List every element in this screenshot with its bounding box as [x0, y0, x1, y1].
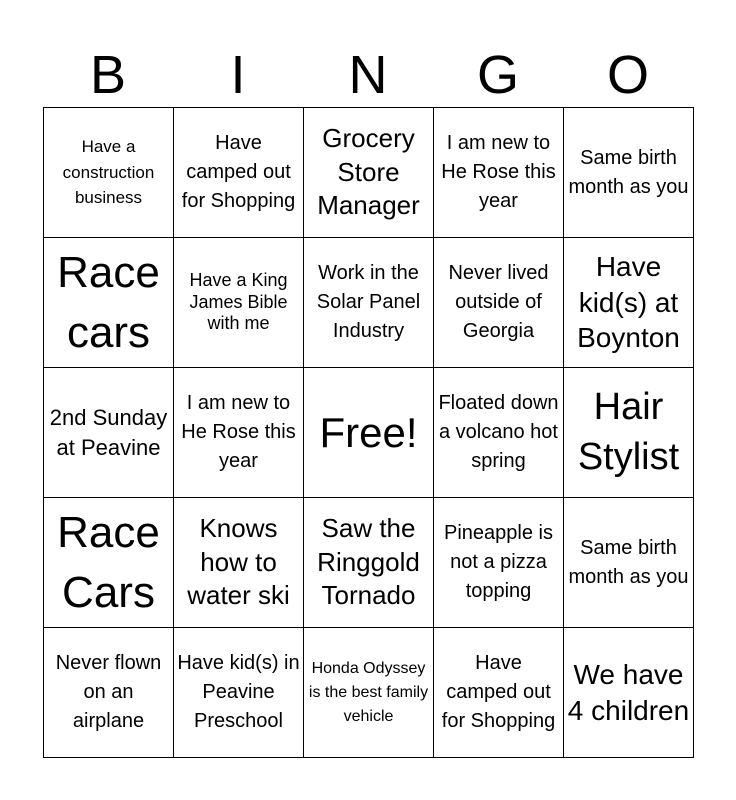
bingo-cell[interactable]: [564, 108, 693, 237]
cell-text: Same birth month as you: [568, 146, 689, 198]
cell-text: Same birth month as you: [568, 536, 689, 588]
cell-text: Knows how to water ski: [187, 512, 290, 611]
bingo-cell[interactable]: [564, 238, 693, 367]
cell-text: Have a King James Bible with me: [189, 270, 288, 334]
header-letter-g: G: [476, 45, 519, 105]
header-letter-b: B: [89, 45, 127, 105]
bingo-cell[interactable]: [304, 498, 433, 627]
bingo-cell[interactable]: [434, 498, 563, 627]
free-space[interactable]: [304, 368, 433, 497]
bingo-header: [43, 44, 693, 106]
bingo-cell[interactable]: [44, 368, 173, 497]
cell-text: Have camped out for Shopping: [441, 652, 556, 732]
header-letter-i: I: [230, 45, 246, 105]
cell-text: Grocery Store Manager: [317, 122, 420, 221]
bingo-cell[interactable]: [564, 628, 693, 757]
bingo-cell[interactable]: [304, 238, 433, 367]
bingo-cell[interactable]: [174, 108, 303, 237]
cell-text: Never lived outside of Georgia: [448, 262, 549, 342]
cell-text: Never flown on an airplane: [55, 652, 162, 732]
cell-text: Have kid(s) at Boynton: [577, 251, 680, 354]
cell-text: Race Cars: [57, 508, 160, 617]
bingo-cell[interactable]: [174, 628, 303, 757]
cell-text: Have a construction business: [62, 137, 155, 208]
bingo-cell[interactable]: [564, 368, 693, 497]
cell-text: Floated down a volcano hot spring: [438, 392, 559, 472]
bingo-cell[interactable]: [304, 108, 433, 237]
bingo-cell[interactable]: [44, 498, 173, 627]
cell-text: We have 4 children: [567, 658, 690, 726]
bingo-cell[interactable]: [434, 108, 563, 237]
cell-text: Have kid(s) in Peavine Preschool: [177, 652, 300, 732]
cell-text: Pineapple is not a pizza topping: [444, 522, 553, 602]
bingo-cell[interactable]: [174, 368, 303, 497]
cell-text: 2nd Sunday at Peavine: [49, 404, 168, 460]
bingo-cell[interactable]: [434, 628, 563, 757]
bingo-cell[interactable]: [44, 108, 173, 237]
bingo-cell[interactable]: [304, 628, 433, 757]
cell-text: Hair Stylist: [577, 386, 680, 478]
bingo-grid: [43, 107, 694, 758]
header-letter-o: O: [606, 45, 649, 105]
header-letter-n: N: [348, 45, 388, 105]
cell-text: Honda Odyssey is the best family vehicle: [308, 659, 429, 725]
bingo-cell[interactable]: [174, 498, 303, 627]
cell-text: Saw the Ringgold Tornado: [317, 512, 420, 611]
bingo-cell[interactable]: [434, 238, 563, 367]
bingo-cell[interactable]: [434, 368, 563, 497]
bingo-cell[interactable]: [174, 238, 303, 367]
cell-text: Race cars: [57, 248, 160, 357]
cell-text: Have camped out for Shopping: [181, 132, 296, 212]
bingo-cell[interactable]: [564, 498, 693, 627]
cell-text: I am new to He Rose this year: [441, 132, 556, 212]
cell-text: Work in the Solar Panel Industry: [316, 262, 421, 342]
bingo-cell[interactable]: [44, 628, 173, 757]
cell-text: I am new to He Rose this year: [181, 392, 296, 472]
bingo-cell[interactable]: [44, 238, 173, 367]
cell-text: Free!: [319, 408, 418, 456]
